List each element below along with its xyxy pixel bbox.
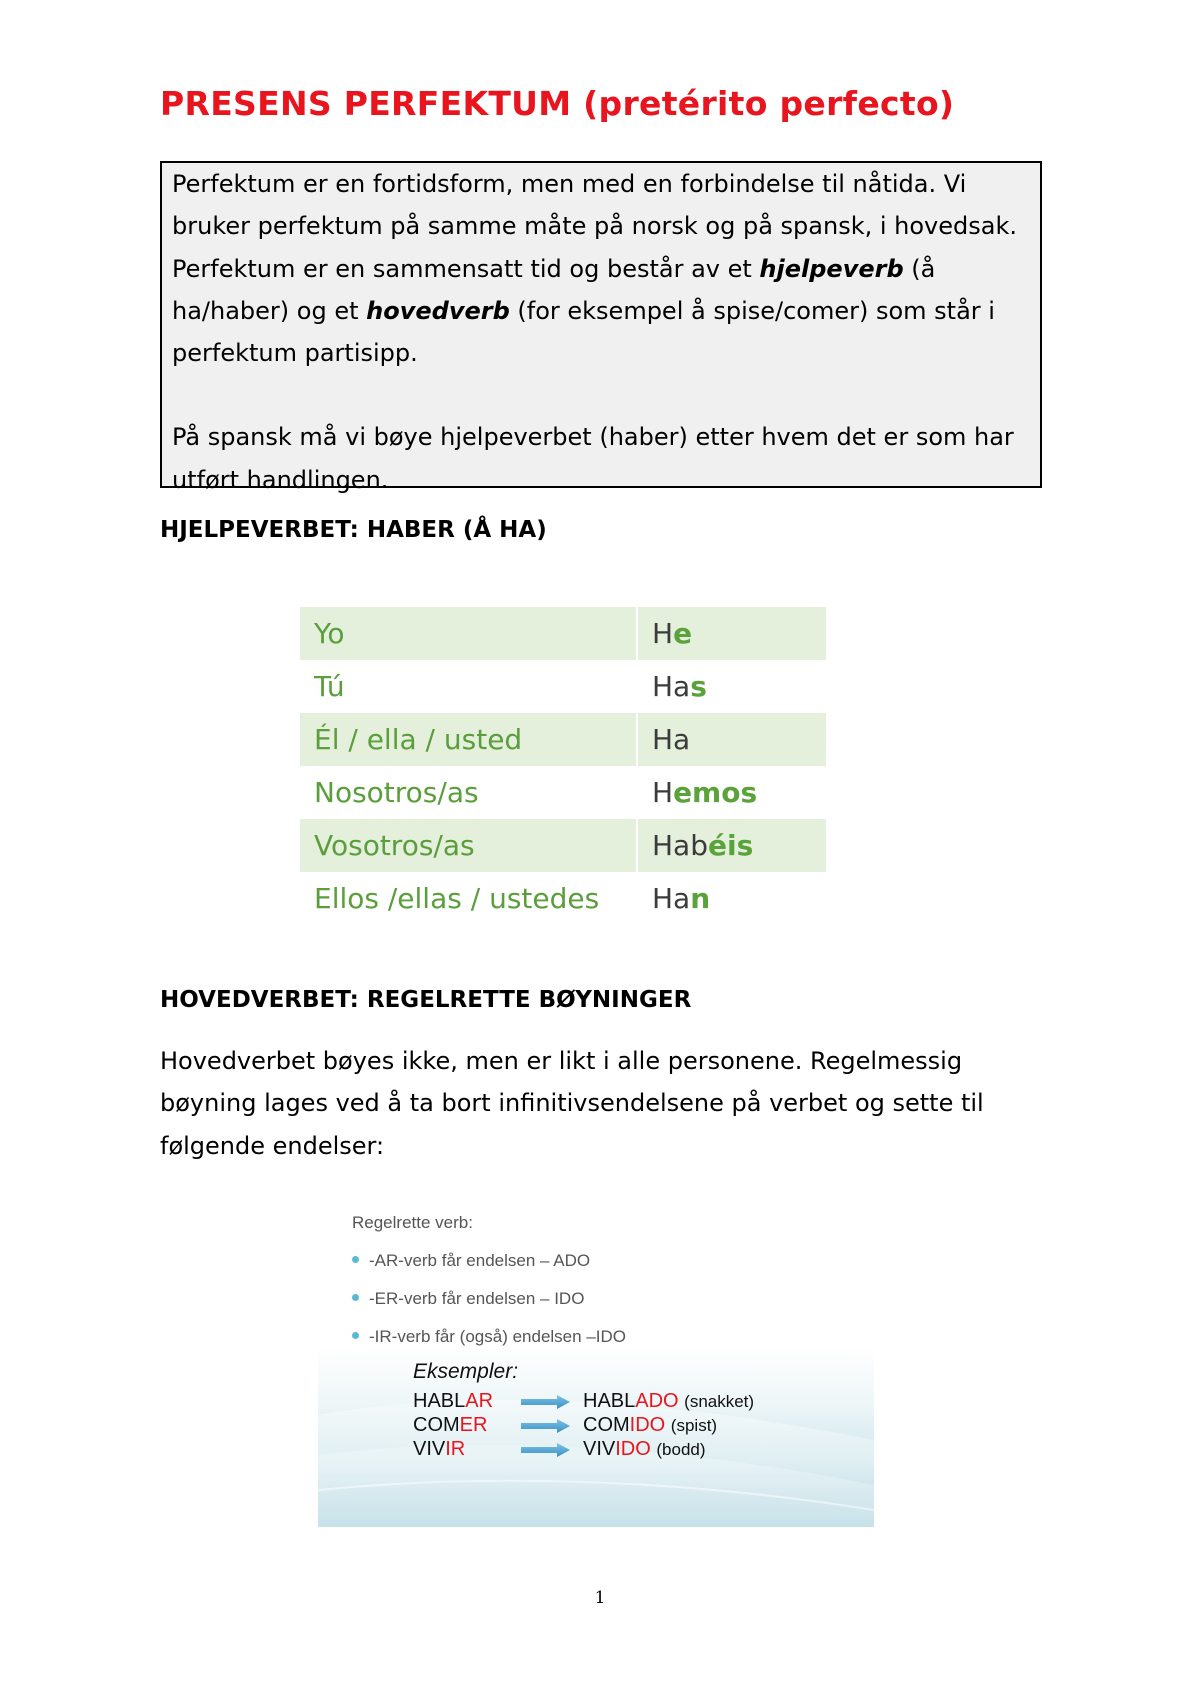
- arrow-right-icon: [521, 1418, 571, 1434]
- verb-ending: emos: [673, 776, 758, 809]
- arrow-right-icon: [521, 1442, 571, 1458]
- participle-ending: ADO: [635, 1390, 679, 1412]
- participle: [583, 1438, 706, 1461]
- slide-bullet-text: -ER-verb får endelsen – IDO: [369, 1289, 585, 1308]
- term-hjelpeverb: hjelpeverb: [759, 254, 904, 283]
- page-number: 1: [594, 1588, 606, 1608]
- verb-form-cell: [637, 819, 826, 872]
- slide-bullet: [352, 1289, 584, 1309]
- haber-row: [300, 660, 826, 713]
- participle-meaning: (snakket): [684, 1392, 755, 1411]
- verb-ending: e: [673, 617, 693, 650]
- slide-bullet: [352, 1251, 590, 1271]
- pronoun-cell: Nosotros/as: [300, 766, 637, 819]
- bullet-dot-icon: [352, 1294, 359, 1301]
- verb-stem: H: [652, 776, 674, 809]
- example-row: [413, 1438, 833, 1462]
- verb-stem: Ha: [652, 723, 691, 756]
- term-hovedverb: hovedverb: [366, 296, 510, 325]
- participle-stem: VIV: [583, 1438, 616, 1460]
- participle-meaning: (spist): [670, 1416, 718, 1435]
- infinitive-ending: IR: [445, 1438, 466, 1460]
- verb-stem: Hab: [652, 829, 708, 862]
- participle-ending: IDO: [629, 1414, 666, 1436]
- verb-form-cell: [637, 713, 826, 766]
- verb-stem: Ha: [652, 670, 691, 703]
- bullet-dot-icon: [352, 1256, 359, 1263]
- infinitive: [413, 1414, 487, 1437]
- infinitive-stem: VIV: [413, 1438, 446, 1460]
- regular-verbs-slide: [318, 1200, 874, 1527]
- verb-ending: s: [690, 670, 707, 703]
- verb-form-cell: [637, 872, 826, 925]
- intro-paragraph: [172, 163, 1030, 374]
- participle: [583, 1390, 754, 1413]
- haber-heading: HJELPEVERBET: HABER (Å HA): [160, 517, 547, 543]
- intro-text-c: (for eksempel å spise/comer) som står i perfektum partisipp.: [172, 296, 995, 368]
- participle-stem: COM: [583, 1414, 630, 1436]
- slide-title: Regelrette verb:: [352, 1213, 473, 1232]
- verb-form-cell: [637, 660, 826, 713]
- participle-stem: HABL: [583, 1390, 636, 1412]
- bullet-dot-icon: [352, 1332, 359, 1339]
- verb-ending: éis: [708, 829, 754, 862]
- verb-ending: n: [690, 882, 711, 915]
- pronoun-cell: Ellos /ellas / ustedes: [300, 872, 637, 925]
- example-row: [413, 1390, 833, 1414]
- infinitive-ending: AR: [465, 1390, 494, 1412]
- verb-stem: Ha: [652, 882, 691, 915]
- haber-row: [300, 872, 826, 925]
- intro-box: [160, 161, 1042, 494]
- infinitive-ending: ER: [459, 1414, 488, 1436]
- verb-form-cell: [637, 766, 826, 819]
- pronoun-cell: Vosotros/as: [300, 819, 637, 872]
- infinitive: [413, 1390, 493, 1413]
- slide-bullet: [352, 1327, 626, 1347]
- hovedverb-heading: HOVEDVERBET: REGELRETTE BØYNINGER: [160, 987, 692, 1013]
- participle: [583, 1414, 717, 1437]
- example-row: [413, 1414, 833, 1438]
- page-title: PRESENS PERFEKTUM (pretérito perfecto): [160, 84, 955, 123]
- haber-row: [300, 766, 826, 819]
- haber-row: [300, 819, 826, 872]
- pronoun-cell: Yo: [300, 607, 637, 660]
- participle-meaning: (bodd): [656, 1440, 706, 1459]
- infinitive: [413, 1438, 465, 1461]
- arrow-right-icon: [521, 1394, 571, 1410]
- infinitive-stem: HABL: [413, 1390, 466, 1412]
- pronoun-cell: Él / ella / usted: [300, 713, 637, 766]
- intro-paragraph-2: På spansk må vi bøye hjelpeverbet (haber) etter hvem det er som har utført handlingen.: [172, 423, 1014, 494]
- infinitive-stem: COM: [413, 1414, 460, 1436]
- haber-row: [300, 713, 826, 766]
- intro-text-b: (å ha/haber) og et: [172, 254, 936, 325]
- slide-wave-decoration: [318, 1200, 874, 1527]
- examples-title: Eksempler:: [413, 1360, 519, 1383]
- participle-ending: IDO: [615, 1438, 651, 1460]
- slide-bullet-text: -IR-verb får (også) endelsen –IDO: [369, 1327, 626, 1346]
- hovedverb-paragraph: Hovedverbet bøyes ikke, men er likt i alle personene. Regelmessig bøyning lages ved å ta bort infinitivsendelsene på verbet og sette til følgende endelser:: [160, 1047, 984, 1160]
- intro-text-a: Perfektum er en fortidsform, men med en forbindelse til nåtida. Vi bruker perfektum på samme måte på norsk og på spansk, i hovedsak. Perfektum er en sammensatt tid og består av et: [172, 170, 1017, 283]
- slide-bullet-text: -AR-verb får endelsen – ADO: [369, 1251, 591, 1270]
- verb-stem: H: [652, 617, 674, 650]
- haber-row: [300, 607, 826, 660]
- verb-form-cell: [637, 607, 826, 660]
- pronoun-cell: Tú: [300, 660, 637, 713]
- haber-conjugation-table: [300, 607, 826, 925]
